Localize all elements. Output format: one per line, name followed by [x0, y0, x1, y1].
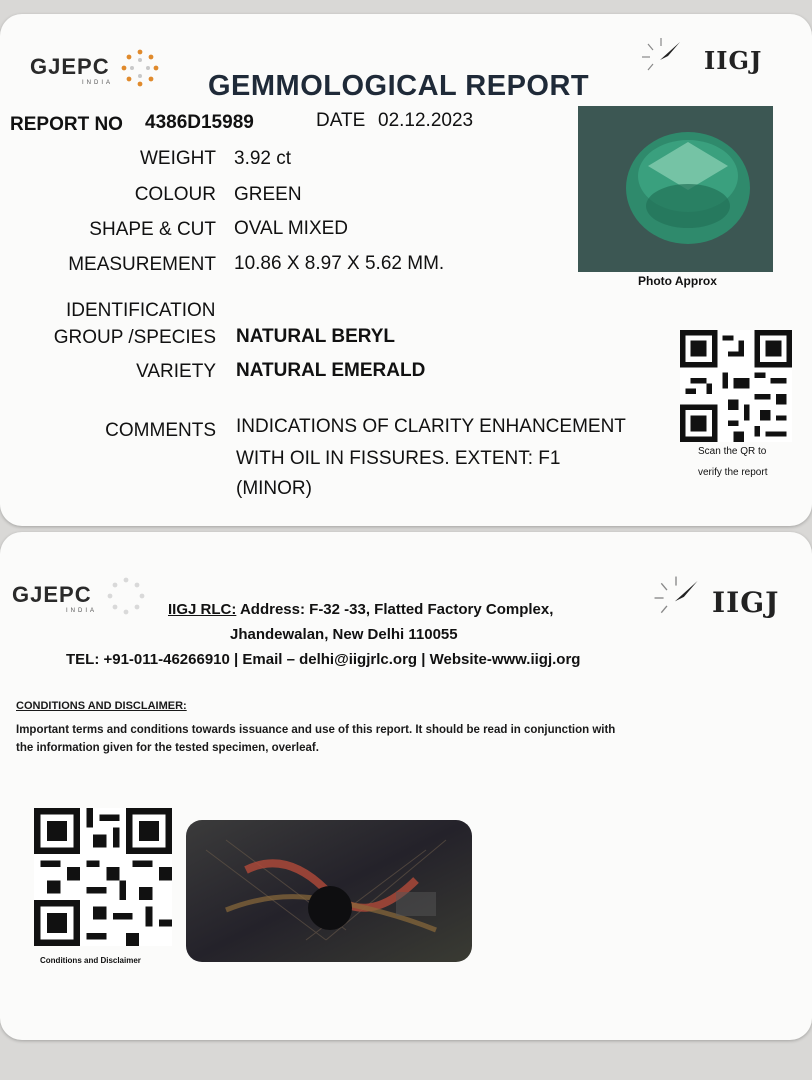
iigj-emblem-icon — [638, 34, 684, 80]
gjepc-logo-back-subtext: INDIA — [66, 608, 98, 614]
emerald-gem-icon — [578, 106, 773, 272]
address-line-1 — [168, 601, 553, 618]
date-label: DATE — [316, 110, 366, 131]
iigj-logo-back — [650, 572, 800, 628]
conditions-qr-caption: Conditions and Disclaimer — [40, 956, 141, 965]
conditions-heading: CONDITIONS AND DISCLAIMER: — [16, 700, 187, 712]
iigj-emblem-icon — [650, 572, 702, 624]
photo-caption: Photo Approx — [638, 274, 717, 288]
iigj-logo-text: IIGJ — [704, 46, 763, 75]
address-label: IIGJ RLC: — [168, 601, 237, 618]
date-value: 02.12.2023 — [378, 110, 474, 131]
address-text: Address: F-32 -33, Flatted Factory Complex, — [239, 601, 554, 618]
report-no-value: 4386D15989 — [145, 112, 254, 133]
group-species-value: NATURAL BERYL — [236, 326, 396, 347]
iigj-logo — [638, 34, 788, 84]
report-title: GEMMOLOGICAL REPORT — [208, 70, 590, 102]
sunburst-icon — [118, 46, 162, 90]
hologram-seal-icon — [186, 820, 472, 962]
qr-caption-line-1: Scan the QR to — [698, 446, 767, 457]
measurement-label: MEASUREMENT — [68, 254, 216, 275]
variety-value: NATURAL EMERALD — [236, 360, 426, 381]
colour-value: GREEN — [234, 184, 302, 205]
comments-line-3: (MINOR) — [236, 478, 312, 499]
identification-label: IDENTIFICATION — [66, 300, 216, 321]
shape-value: OVAL MIXED — [234, 218, 349, 239]
measurement-value: 10.86 X 8.97 X 5.62 MM. — [234, 253, 445, 274]
qr-code-icon — [34, 808, 172, 946]
address-line-2: Jhandewalan, New Delhi 110055 — [230, 626, 458, 643]
iigj-logo-back-text: IIGJ — [712, 586, 780, 619]
gjepc-logo-back-text: GJEPC — [12, 582, 92, 607]
conditions-line-2: the information given for the tested specimen, overleaf. — [16, 742, 319, 754]
weight-value: 3.92 ct — [234, 148, 292, 169]
variety-label: VARIETY — [136, 361, 216, 382]
gjepc-logo — [30, 54, 113, 86]
colour-label: COLOUR — [134, 184, 216, 205]
qr-code-icon — [680, 330, 792, 442]
verify-qr-code[interactable] — [680, 330, 792, 442]
qr-caption-line-2: verify the report — [698, 467, 768, 478]
gem-photo — [578, 106, 773, 272]
gjepc-logo-back — [12, 582, 97, 614]
conditions-line-1: Important terms and conditions towards issuance and use of this report. It should be read in conjunction with — [16, 724, 616, 736]
comments-line-2: WITH OIL IN FISSURES. EXTENT: F1 — [236, 448, 561, 469]
security-hologram — [186, 820, 472, 962]
gjepc-logo-subtext: INDIA — [82, 80, 114, 86]
comments-label: COMMENTS — [105, 420, 216, 441]
report-no-label: REPORT NO — [10, 114, 123, 135]
group-species-label: GROUP /SPECIES — [53, 327, 216, 348]
weight-label: WEIGHT — [140, 148, 216, 169]
sunburst-icon — [104, 574, 148, 618]
report-front-card — [0, 14, 812, 526]
contact-line: TEL: +91-011-46266910 | Email – delhi@iigjrlc.org | Website-www.iigj.org — [66, 651, 581, 668]
report-back-card — [0, 532, 812, 1040]
comments-line-1: INDICATIONS OF CLARITY ENHANCEMENT — [236, 416, 626, 437]
gjepc-logo-text: GJEPC — [30, 54, 110, 79]
shape-label: SHAPE & CUT — [89, 219, 216, 240]
conditions-qr-code[interactable] — [34, 808, 172, 946]
